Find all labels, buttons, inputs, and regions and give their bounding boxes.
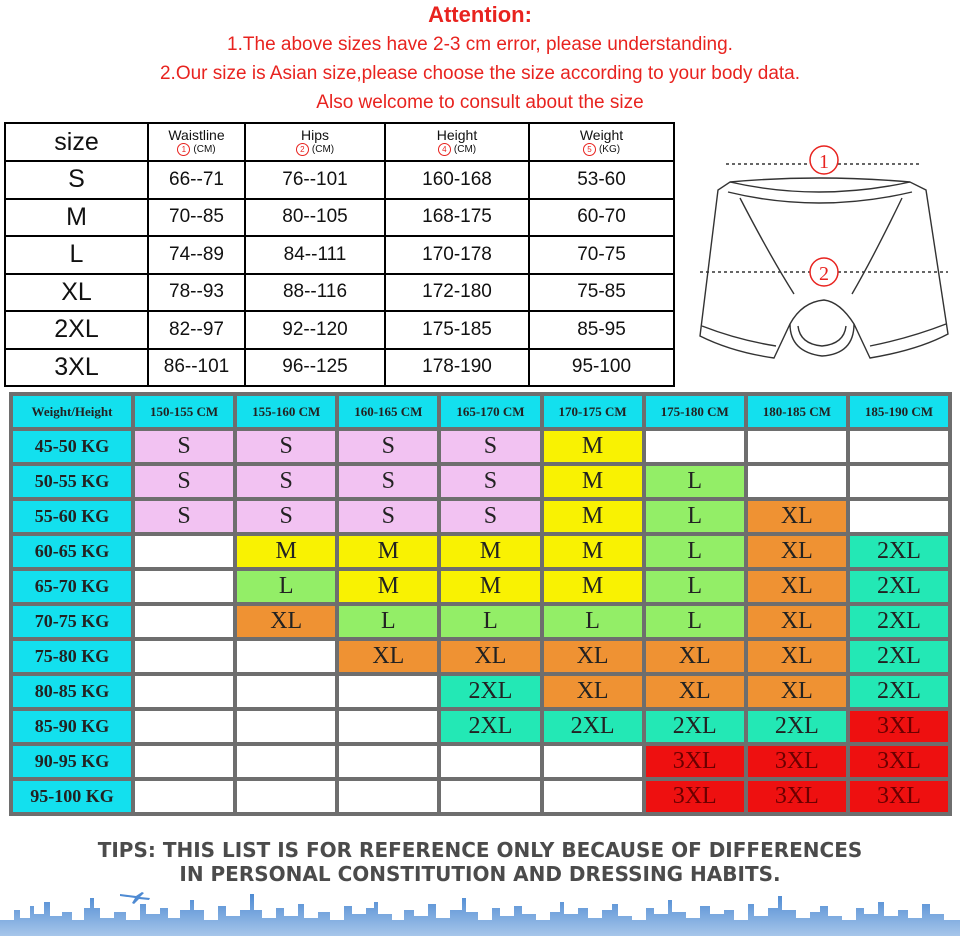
size-recommendation-cell: M [544, 571, 642, 602]
empty-cell [441, 746, 539, 777]
size-recommendation-cell: L [339, 606, 437, 637]
size-recommendation-cell: XL [646, 641, 744, 672]
size-recommendation-cell: 3XL [646, 781, 744, 812]
size-recommendation-cell: L [441, 606, 539, 637]
waist-cell: 66--71 [148, 161, 245, 199]
size-recommendation-cell: 2XL [544, 711, 642, 742]
size-recommendation-cell: S [441, 466, 539, 497]
height-cell: 160-168 [385, 161, 529, 199]
empty-cell [339, 746, 437, 777]
tips-line-2: IN PERSONAL CONSTITUTION AND DRESSING HABITS. [179, 862, 781, 886]
size-recommendation-cell: M [544, 431, 642, 462]
size-row [5, 161, 674, 199]
waist-cell: 70--85 [148, 199, 245, 237]
marker-1 [810, 146, 838, 174]
size-recommendation-cell: M [441, 571, 539, 602]
empty-cell [135, 676, 233, 707]
waistline-unit: (CM) [193, 144, 216, 156]
size-recommendation-cell: S [237, 466, 335, 497]
hips-cell: 76--101 [245, 161, 385, 199]
size-recommendation-cell: 3XL [850, 711, 948, 742]
empty-cell [135, 536, 233, 567]
weight-cell: 85-95 [529, 311, 674, 349]
size-row [5, 274, 674, 312]
height-column-header: 150-155 CM [135, 396, 233, 427]
tips-line-1: TIPS: THIS LIST IS FOR REFERENCE ONLY BECAUSE OF DIFFERENCES [97, 838, 863, 862]
size-recommendation-cell: L [646, 466, 744, 497]
weight-label: Weight [579, 127, 624, 143]
height-label: Height [436, 127, 478, 143]
size-recommendation-cell: 3XL [646, 746, 744, 777]
size-recommendation-cell: S [237, 501, 335, 532]
size-recommendation-cell: XL [748, 571, 846, 602]
weight-row-header: 75-80 KG [13, 641, 131, 672]
weight-cell: 60-70 [529, 199, 674, 237]
size-row [5, 199, 674, 237]
empty-cell [441, 781, 539, 812]
size-recommendation-cell: S [135, 431, 233, 462]
size-recommendation-cell: M [339, 571, 437, 602]
weight-cell: 75-85 [529, 274, 674, 312]
hips-unit: (CM) [311, 144, 335, 156]
size-recommendation-cell: M [237, 536, 335, 567]
empty-cell [237, 676, 335, 707]
weight-unit: (KG) [598, 144, 621, 156]
size-recommendation-cell: XL [748, 641, 846, 672]
size-recommendation-cell: XL [748, 676, 846, 707]
weight-header [529, 123, 674, 161]
weight-cell: 53-60 [529, 161, 674, 199]
circle-4-icon: 4 [438, 143, 451, 156]
size-recommendation-cell: XL [544, 641, 642, 672]
size-recommendation-cell: M [544, 466, 642, 497]
marker-2 [810, 258, 838, 286]
empty-cell [237, 746, 335, 777]
size-recommendation-cell: S [441, 501, 539, 532]
size-table-header [5, 123, 674, 161]
waist-cell: 74--89 [148, 236, 245, 274]
size-cell: XL [5, 274, 148, 312]
size-recommendation-cell: L [646, 501, 744, 532]
height-column-header: 170-175 CM [544, 396, 642, 427]
size-recommendation-cell: S [339, 466, 437, 497]
empty-cell [135, 641, 233, 672]
size-recommendation-cell: S [237, 431, 335, 462]
size-recommendation-cell: 3XL [748, 746, 846, 777]
waistline-label: Waistline [168, 127, 225, 143]
size-recommendation-cell: S [339, 501, 437, 532]
empty-cell [850, 466, 948, 497]
height-column-header: 165-170 CM [441, 396, 539, 427]
empty-cell [850, 431, 948, 462]
empty-cell [544, 746, 642, 777]
size-recommendation-cell: M [544, 536, 642, 567]
weight-row-header: 70-75 KG [13, 606, 131, 637]
size-recommendation-cell: 2XL [850, 676, 948, 707]
waist-cell: 86--101 [148, 349, 245, 387]
weight-row-header: 55-60 KG [13, 501, 131, 532]
weight-height-size-chart [9, 392, 952, 816]
size-recommendation-cell: 3XL [850, 746, 948, 777]
size-recommendation-cell: S [339, 431, 437, 462]
hips-cell: 92--120 [245, 311, 385, 349]
empty-cell [135, 746, 233, 777]
size-recommendation-cell: M [544, 501, 642, 532]
shorts-diagram [690, 126, 956, 384]
hips-cell: 96--125 [245, 349, 385, 387]
empty-cell [237, 711, 335, 742]
size-recommendation-cell: L [646, 606, 744, 637]
size-recommendation-cell: 3XL [748, 781, 846, 812]
attention-line-1: 1.The above sizes have 2-3 cm error, please understanding. [227, 34, 733, 55]
weight-row-header: 95-100 KG [13, 781, 131, 812]
size-cell: 2XL [5, 311, 148, 349]
weight-row-header: 85-90 KG [13, 711, 131, 742]
circle-5-icon: 5 [583, 143, 596, 156]
height-cell: 178-190 [385, 349, 529, 387]
hips-cell: 84--111 [245, 236, 385, 274]
hips-cell: 88--116 [245, 274, 385, 312]
waist-cell: 82--97 [148, 311, 245, 349]
height-column-header: 185-190 CM [850, 396, 948, 427]
empty-cell [748, 466, 846, 497]
height-column-header: 180-185 CM [748, 396, 846, 427]
size-cell: L [5, 236, 148, 274]
height-cell: 175-185 [385, 311, 529, 349]
height-header [385, 123, 529, 161]
empty-cell [237, 781, 335, 812]
size-recommendation-cell: XL [339, 641, 437, 672]
city-skyline-decoration [0, 884, 960, 936]
size-recommendation-cell: 2XL [748, 711, 846, 742]
size-cell: S [5, 161, 148, 199]
empty-cell [748, 431, 846, 462]
size-recommendation-cell: S [135, 466, 233, 497]
size-recommendation-cell: XL [748, 501, 846, 532]
size-measurement-table [4, 122, 675, 387]
weight-cell: 70-75 [529, 236, 674, 274]
size-recommendation-cell: XL [441, 641, 539, 672]
size-recommendation-cell: 2XL [850, 571, 948, 602]
empty-cell [135, 781, 233, 812]
size-cell: M [5, 199, 148, 237]
size-recommendation-cell: 2XL [850, 536, 948, 567]
height-cell: 170-178 [385, 236, 529, 274]
attention-title: Attention: [428, 2, 532, 27]
size-recommendation-cell: XL [748, 536, 846, 567]
empty-cell [135, 711, 233, 742]
weight-cell: 95-100 [529, 349, 674, 387]
size-recommendation-cell: L [646, 536, 744, 567]
weight-row-header: 45-50 KG [13, 431, 131, 462]
size-row [5, 349, 674, 387]
size-recommendation-cell: 2XL [441, 711, 539, 742]
size-recommendation-cell: XL [544, 676, 642, 707]
circle-1-icon: 1 [177, 143, 190, 156]
height-column-header: 155-160 CM [237, 396, 335, 427]
size-recommendation-cell: 2XL [646, 711, 744, 742]
size-cell: 3XL [5, 349, 148, 387]
size-recommendation-cell: 3XL [850, 781, 948, 812]
attention-line-3: Also welcome to consult about the size [316, 92, 644, 113]
waist-cell: 78--93 [148, 274, 245, 312]
size-recommendation-cell: S [135, 501, 233, 532]
size-row [5, 311, 674, 349]
height-unit: (CM) [453, 144, 477, 156]
size-header: size [5, 123, 148, 161]
weight-row-header: 90-95 KG [13, 746, 131, 777]
size-recommendation-cell: XL [748, 606, 846, 637]
height-column-header: 160-165 CM [339, 396, 437, 427]
empty-cell [135, 571, 233, 602]
height-cell: 168-175 [385, 199, 529, 237]
size-recommendation-cell: 2XL [850, 606, 948, 637]
marker-1-label: 1 [819, 151, 829, 173]
size-row [5, 236, 674, 274]
empty-cell [544, 781, 642, 812]
size-recommendation-cell: L [237, 571, 335, 602]
empty-cell [646, 431, 744, 462]
height-column-header: 175-180 CM [646, 396, 744, 427]
size-recommendation-cell: M [441, 536, 539, 567]
size-recommendation-cell: XL [237, 606, 335, 637]
attention-line-2: 2.Our size is Asian size,please choose the size according to your body data. [159, 63, 801, 84]
size-recommendation-cell: S [441, 431, 539, 462]
weight-row-header: 80-85 KG [13, 676, 131, 707]
size-recommendation-cell: L [544, 606, 642, 637]
weight-row-header: 60-65 KG [13, 536, 131, 567]
size-recommendation-cell: M [339, 536, 437, 567]
hips-header [245, 123, 385, 161]
waistline-header [148, 123, 245, 161]
empty-cell [339, 781, 437, 812]
size-recommendation-cell: 2XL [850, 641, 948, 672]
circle-2-icon: 2 [296, 143, 309, 156]
hips-cell: 80--105 [245, 199, 385, 237]
size-recommendation-cell: L [646, 571, 744, 602]
grid-corner-label: Weight/Height [13, 396, 131, 427]
empty-cell [237, 641, 335, 672]
weight-row-header: 65-70 KG [13, 571, 131, 602]
size-recommendation-cell: XL [646, 676, 744, 707]
plane-icon [120, 892, 150, 904]
hips-label: Hips [300, 127, 329, 143]
empty-cell [339, 676, 437, 707]
weight-row-header: 50-55 KG [13, 466, 131, 497]
empty-cell [850, 501, 948, 532]
empty-cell [135, 606, 233, 637]
empty-cell [339, 711, 437, 742]
size-recommendation-cell: 2XL [441, 676, 539, 707]
height-cell: 172-180 [385, 274, 529, 312]
marker-2-label: 2 [819, 263, 829, 285]
